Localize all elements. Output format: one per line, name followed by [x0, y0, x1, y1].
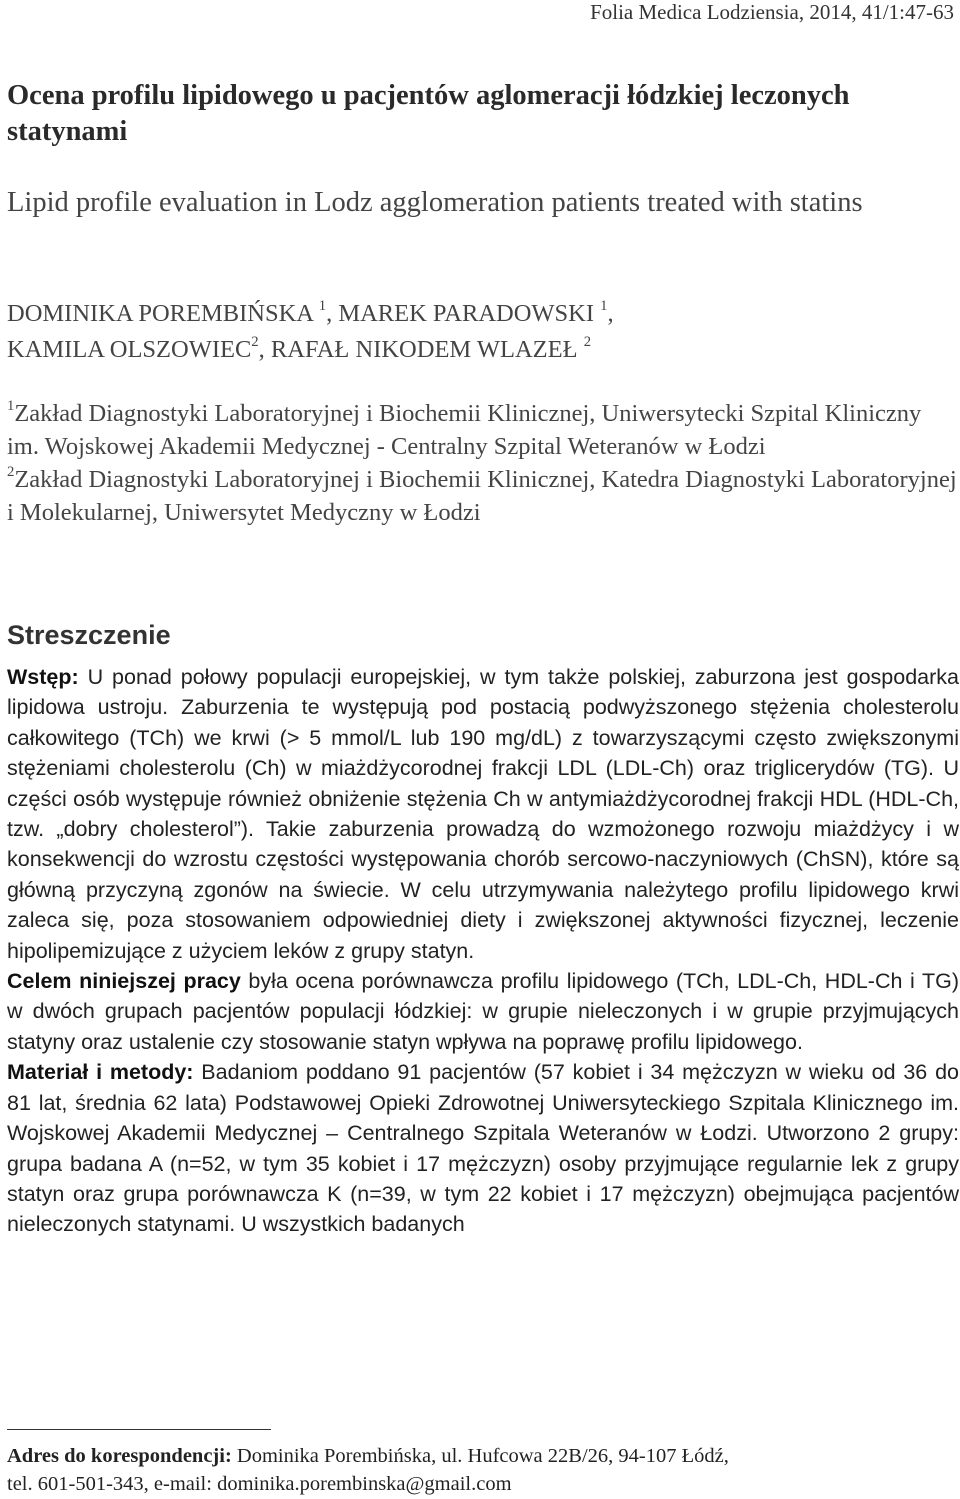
- correspondence-contact: tel. 601-501-343, e-mail: dominika.porembinska@gmail.com: [7, 1473, 512, 1495]
- affiliation-text: Zakład Diagnostyki Laboratoryjnej i Biochemii Klinicznej, Uniwersytecki Szpital Kliniczny im. Wojskowej Akademii Medycznej - Centralny Szpital Weteranów w Łodzi: [7, 400, 922, 460]
- affiliations: [7, 397, 959, 529]
- aim-text: była ocena porównawcza profilu lipidowego (TCh, LDL-Ch, HDL-Ch i TG) w dwóch grupach pacjentów populacji łódzkiej: w grupie nieleczonych i w grupie przyjmujących statyny oraz ustalenie czy stosowanie statyn wpływa na poprawę profilu lipidowego.: [7, 969, 959, 1054]
- affiliation-text: Zakład Diagnostyki Laboratoryjnej i Biochemii Klinicznej, Katedra Diagnostyki Laboratoryjnej i Molekularnej, Uniwersytet Medyczny w Łodzi: [7, 466, 957, 526]
- author-affiliation-mark: 1: [600, 297, 608, 314]
- correspondence-label: Adres do korespondencji:: [7, 1445, 232, 1467]
- affiliation-number: 1: [7, 397, 15, 414]
- author-affiliation-mark: 1: [318, 297, 327, 314]
- author-affiliation-mark: 2: [251, 333, 259, 350]
- methods-label: Materiał i metody:: [7, 1060, 194, 1085]
- author-name: MAREK PARADOWSKI: [338, 300, 595, 327]
- aim-label: Celem niniejszej pracy: [7, 969, 241, 994]
- intro-label: Wstęp:: [7, 665, 79, 689]
- abstract-body: [7, 662, 959, 1240]
- methods-text: Badaniom poddano 91 pacjentów (57 kobiet i 34 mężczyzn w wieku od 36 do 81 lat, średnia 62 lata) Podstawowej Opieki Zdrowotnej Uniwersyteckiego Szpitala Klinicznego im. Wojskowej Akademii Medycznej – Centralnego Szpitala Weteranów w Łodzi. Utworzono 2 grupy: grupa badana A (n=52, w tym 35 kobiet i 17 mężczyzn) osoby przyjmujące regularnie lek z grupy statyn oraz grupa porównawcza K (n=39, w tym 22 kobiet i 17 mężczyzn) obejmująca pacjentów nieleczonych statynami. U wszystkich badanych: [7, 1060, 959, 1237]
- title-english: Lipid profile evaluation in Lodz agglomeration patients treated with statins: [7, 187, 863, 218]
- affiliation-item: [7, 463, 959, 529]
- journal-citation: Folia Medica Lodziensia, 2014, 41/1:47-63: [590, 0, 954, 24]
- affiliation-item: [7, 397, 959, 463]
- correspondence-footnote: [7, 1442, 959, 1498]
- correspondence-address: Dominika Porembińska, ul. Hufcowa 22B/26, 94-107 Łódź,: [231, 1445, 729, 1467]
- author-affiliation-mark: 2: [583, 333, 592, 350]
- footnote-divider: [7, 1429, 271, 1430]
- author-name: RAFAŁ NIKODEM WLAZEŁ: [270, 336, 578, 363]
- abstract-heading: Streszczenie: [7, 620, 171, 650]
- author-name: KAMILA OLSZOWIEC: [7, 336, 252, 363]
- author-name: DOMINIKA POREMBIŃSKA: [7, 300, 313, 327]
- intro-text: U ponad połowy populacji europejskiej, w tym także polskiej, zaburzona jest gospodarka lipidowa ustroju. Zaburzenia te występują pod postacią podwyższonego stężenia cholesterolu całkowitego (TCh) we krwi (> 5 mmol/L lub 190 mg/dL) z towarzyszącymi często zwiększonymi stężeniami cholesterolu (Ch) w miażdżycorodnej frakcji LDL (LDL-Ch) oraz triglicerydów (TG). U części osób występuje również obniżenie stężenia Ch w antymiażdżycorodnej frakcji HDL (HDL-Ch, tzw. „dobry cholesterol”). Takie zaburzenia prowadzą do wzmożonego rozwoju miażdżycy i w konsekwencji do wzrostu częstości występowania chorób sercowo-naczyniowych (ChSN), które są główną przyczyną zgonów na świecie. W celu utrzymywania należytego profilu lipidowego krwi zaleca się, poza stosowaniem odpowiedniej diety i zwiększonej aktywności fizycznej, leczenie hipolipemizujące z użyciem leków z grupy statyn.: [7, 665, 959, 963]
- author-list: DOMINIKA POREMBIŃSKA $^1$, MAREK PARADOWSKI $^1$, KAMILA OLSZOWIEC$^2$, RAFAŁ NIKODEM WLAZEŁ $^2$: [7, 297, 614, 363]
- affiliation-number: 2: [7, 463, 15, 480]
- title-polish: Ocena profilu lipidowego u pacjentów aglomeracji łódzkiej leczonych statynami: [7, 80, 850, 147]
